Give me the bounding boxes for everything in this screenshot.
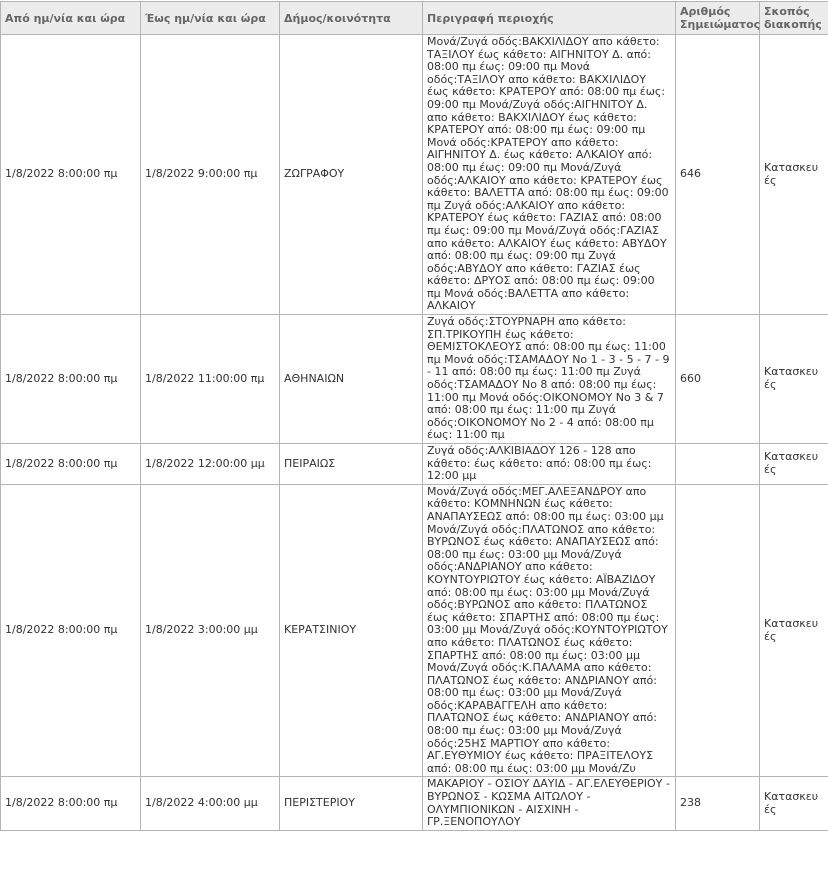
cell-note-number: 646 (676, 35, 760, 315)
cell-from: 1/8/2022 8:00:00 πμ (1, 35, 141, 315)
table-row (1, 35, 828, 315)
cell-municipality: ΖΩΓΡΑΦΟΥ (280, 35, 423, 315)
cell-to: 1/8/2022 9:00:00 πμ (141, 35, 280, 315)
cell-from: 1/8/2022 8:00:00 πμ (1, 315, 141, 444)
cell-description: Μονά/Ζυγά οδός:ΜΕΓ.ΑΛΕΞΑΝΔΡΟΥ απο κάθετο: ΚΟΜΝΗΝΩΝ έως κάθετο: ΑΝΑΠΑΥΣΕΩΣ από: 08:00 πμ έως: 03:00 μμ Μονά/Ζυγά οδός:ΠΛΑΤΩΝΟΣ απο κάθετο: ΒΥΡΩΝΟΣ έως κάθετο: ΑΝΑΠΑΥΣΕΩΣ από: 08:00 πμ έως: 03:00 μμ Μονά/Ζυγά οδός:ΑΝΔΡΙΑΝΟΥ απο κάθετο: ΚΟΥΝΤΟΥΡΙΩΤΟΥ έως κάθετο: ΑΪΒΑΖΙΔΟΥ από: 08:00 πμ έως: 03:00 μμ Μονά/Ζυγά οδός:ΒΥΡΩΝΟΣ απο κάθετο: ΠΛΑΤΩΝΟΣ έως κάθετο: ΣΠΑΡΤΗΣ από: 08:00 πμ έως: 03:00 μμ Μονά/Ζυγά οδός:ΚΟΥΝΤΟΥΡΙΩΤΟΥ απο κάθετο: ΠΛΑΤΩΝΟΣ έως κάθετο: ΣΠΑΡΤΗΣ από: 08:00 πμ έως: 03:00 μμ Μονά/Ζυγά οδός:Κ.ΠΑΛΑΜΑ απο κάθετο: ΠΛΑΤΩΝΟΣ έως κάθετο: ΑΝΔΡΙΑΝΟΥ από: 08:00 πμ έως: 03:00 μμ Μονά/Ζυγά οδός:ΚΑΡΑΒΑΓΓΕΛΗ απο κάθετο: ΠΛΑΤΩΝΟΣ έως κάθετο: ΑΝΔΡΙΑΝΟΥ από: 08:00 πμ έως: 03:00 μμ Μονά/Ζυγά οδός:25ΗΣ ΜΑΡΤΙΟΥ απο κάθετο: ΑΓ.ΕΥΘΥΜΙΟΥ έως κάθετο: ΠΡΑΞΙΤΕΛΟΥΣ από: 08:00 πμ έως: 03:00 μμ Μονά/Ζυ (423, 484, 676, 777)
cell-from: 1/8/2022 8:00:00 πμ (1, 777, 141, 830)
table-row (1, 444, 828, 485)
cell-to: 1/8/2022 3:00:00 μμ (141, 484, 280, 777)
header-note-number[interactable]: Αριθμός Σημειώματος (676, 2, 760, 35)
cell-municipality: ΚΕΡΑΤΣΙΝΙΟΥ (280, 484, 423, 777)
cell-purpose: Κατασκευές (760, 35, 828, 315)
table-header (1, 2, 828, 35)
cell-to: 1/8/2022 4:00:00 μμ (141, 777, 280, 830)
cell-note-number: 238 (676, 777, 760, 830)
cell-note-number (676, 484, 760, 777)
cell-description: Ζυγά οδός:ΣΤΟΥΡΝΑΡΗ απο κάθετο: ΣΠ.ΤΡΙΚΟΥΠΗ έως κάθετο: ΘΕΜΙΣΤΟΚΛΕΟΥΣ από: 08:00 πμ έως: 11:00 πμ Μονά οδός:ΤΣΑΜΑΔΟΥ Νο 1 - 3 - 5 - 7 - 9 - 11 από: 08:00 πμ έως: 11:00 πμ Ζυγά οδός:ΤΣΑΜΑΔΟΥ Νο 8 από: 08:00 πμ έως: 11:00 πμ Μονά οδός:ΟΙΚΟΝΟΜΟΥ Νο 3 & 7 από: 08:00 πμ έως: 11:00 πμ Ζυγά οδός:ΟΙΚΟΝΟΜΟΥ Νο 2 - 4 από: 08:00 πμ έως: 11:00 πμ (423, 315, 676, 444)
cell-note-number (676, 444, 760, 485)
cell-note-number: 660 (676, 315, 760, 444)
header-purpose[interactable]: Σκοπός διακοπής (760, 2, 828, 35)
cell-purpose: Κατασκευές (760, 777, 828, 830)
outages-table (0, 1, 828, 831)
cell-from: 1/8/2022 8:00:00 πμ (1, 444, 141, 485)
cell-description: Μονά/Ζυγά οδός:ΒΑΚΧΙΛΙΔΟΥ απο κάθετο: ΤΑΞΙΛΟΥ έως κάθετο: ΑΙΓΗΝΙΤΟΥ Δ. από: 08:00 πμ έως: 09:00 πμ Μονά οδός:ΤΑΞΙΛΟΥ απο κάθετο: ΒΑΚΧΙΛΙΔΟΥ έως κάθετο: ΚΡΑΤΕΡΟΥ από: 08:00 πμ έως: 09:00 πμ Μονά/Ζυγά οδός:ΑΙΓΗΝΙΤΟΥ Δ. απο κάθετο: ΒΑΚΧΙΛΙΔΟΥ έως κάθετο: ΚΡΑΤΕΡΟΥ από: 08:00 πμ έως: 09:00 πμ Μονά οδός:ΚΡΑΤΕΡΟΥ απο κάθετο: ΑΙΓΗΝΙΤΟΥ Δ. έως κάθετο: ΑΛΚΑΙΟΥ από: 08:00 πμ έως: 09:00 πμ Μονά/Ζυγά οδός:ΑΛΚΑΙΟΥ απο κάθετο: ΚΡΑΤΕΡΟΥ έως κάθετο: ΒΑΛΕΤΤΑ από: 08:00 πμ έως: 09:00 πμ Ζυγά οδός:ΑΛΚΑΙΟΥ απο κάθετο: ΚΡΑΤΕΡΟΥ έως κάθετο: ΓΑΖΙΑΣ από: 08:00 πμ έως: 09:00 πμ Μονά/Ζυγά οδός:ΓΑΖΙΑΣ απο κάθετο: ΑΛΚΑΙΟΥ έως κάθετο: ΑΒΥΔΟΥ από: 08:00 πμ έως: 09:00 πμ Ζυγά οδός:ΑΒΥΔΟΥ απο κάθετο: ΓΑΖΙΑΣ έως κάθετο: ΔΡΥΟΣ από: 08:00 πμ έως: 09:00 πμ Μονά οδός:ΒΑΛΕΤΤΑ απο κάθετο: ΑΛΚΑΙΟΥ (423, 35, 676, 315)
cell-purpose: Κατασκευές (760, 315, 828, 444)
table-row (1, 777, 828, 830)
cell-municipality: ΠΕΙΡΑΙΩΣ (280, 444, 423, 485)
header-row (1, 2, 828, 35)
cell-municipality: ΠΕΡΙΣΤΕΡΙΟΥ (280, 777, 423, 830)
cell-description: ΜΑΚΑΡΙΟΥ - ΟΣΙΟΥ ΔΑΥΙΔ - ΑΓ.ΕΛΕΥΘΕΡΙΟΥ - ΒΥΡΩΝΟΣ - ΚΩΣΜΑ ΑΙΤΩΛΟΥ - ΟΛΥΜΠΙΟΝΙΚΩΝ - ΑΙΣΧΙΝΗ - ΓΡ.ΞΕΝΟΠΟΥΛΟΥ (423, 777, 676, 830)
cell-from: 1/8/2022 8:00:00 πμ (1, 484, 141, 777)
table-row (1, 484, 828, 777)
cell-description: Ζυγά οδός:ΑΛΚΙΒΙΑΔΟΥ 126 - 128 απο κάθετο: έως κάθετο: από: 08:00 πμ έως: 12:00 μμ (423, 444, 676, 485)
cell-to: 1/8/2022 11:00:00 πμ (141, 315, 280, 444)
header-to[interactable]: Έως ημ/νία και ώρα (141, 2, 280, 35)
cell-purpose: Κατασκευές (760, 444, 828, 485)
cell-purpose: Κατασκευές (760, 484, 828, 777)
header-from[interactable]: Από ημ/νία και ώρα (1, 2, 141, 35)
header-municipality[interactable]: Δήμος/κοινότητα (280, 2, 423, 35)
table-row (1, 315, 828, 444)
table-body (1, 35, 828, 831)
cell-to: 1/8/2022 12:00:00 μμ (141, 444, 280, 485)
cell-municipality: ΑΘΗΝΑΙΩΝ (280, 315, 423, 444)
header-description[interactable]: Περιγραφή περιοχής (423, 2, 676, 35)
